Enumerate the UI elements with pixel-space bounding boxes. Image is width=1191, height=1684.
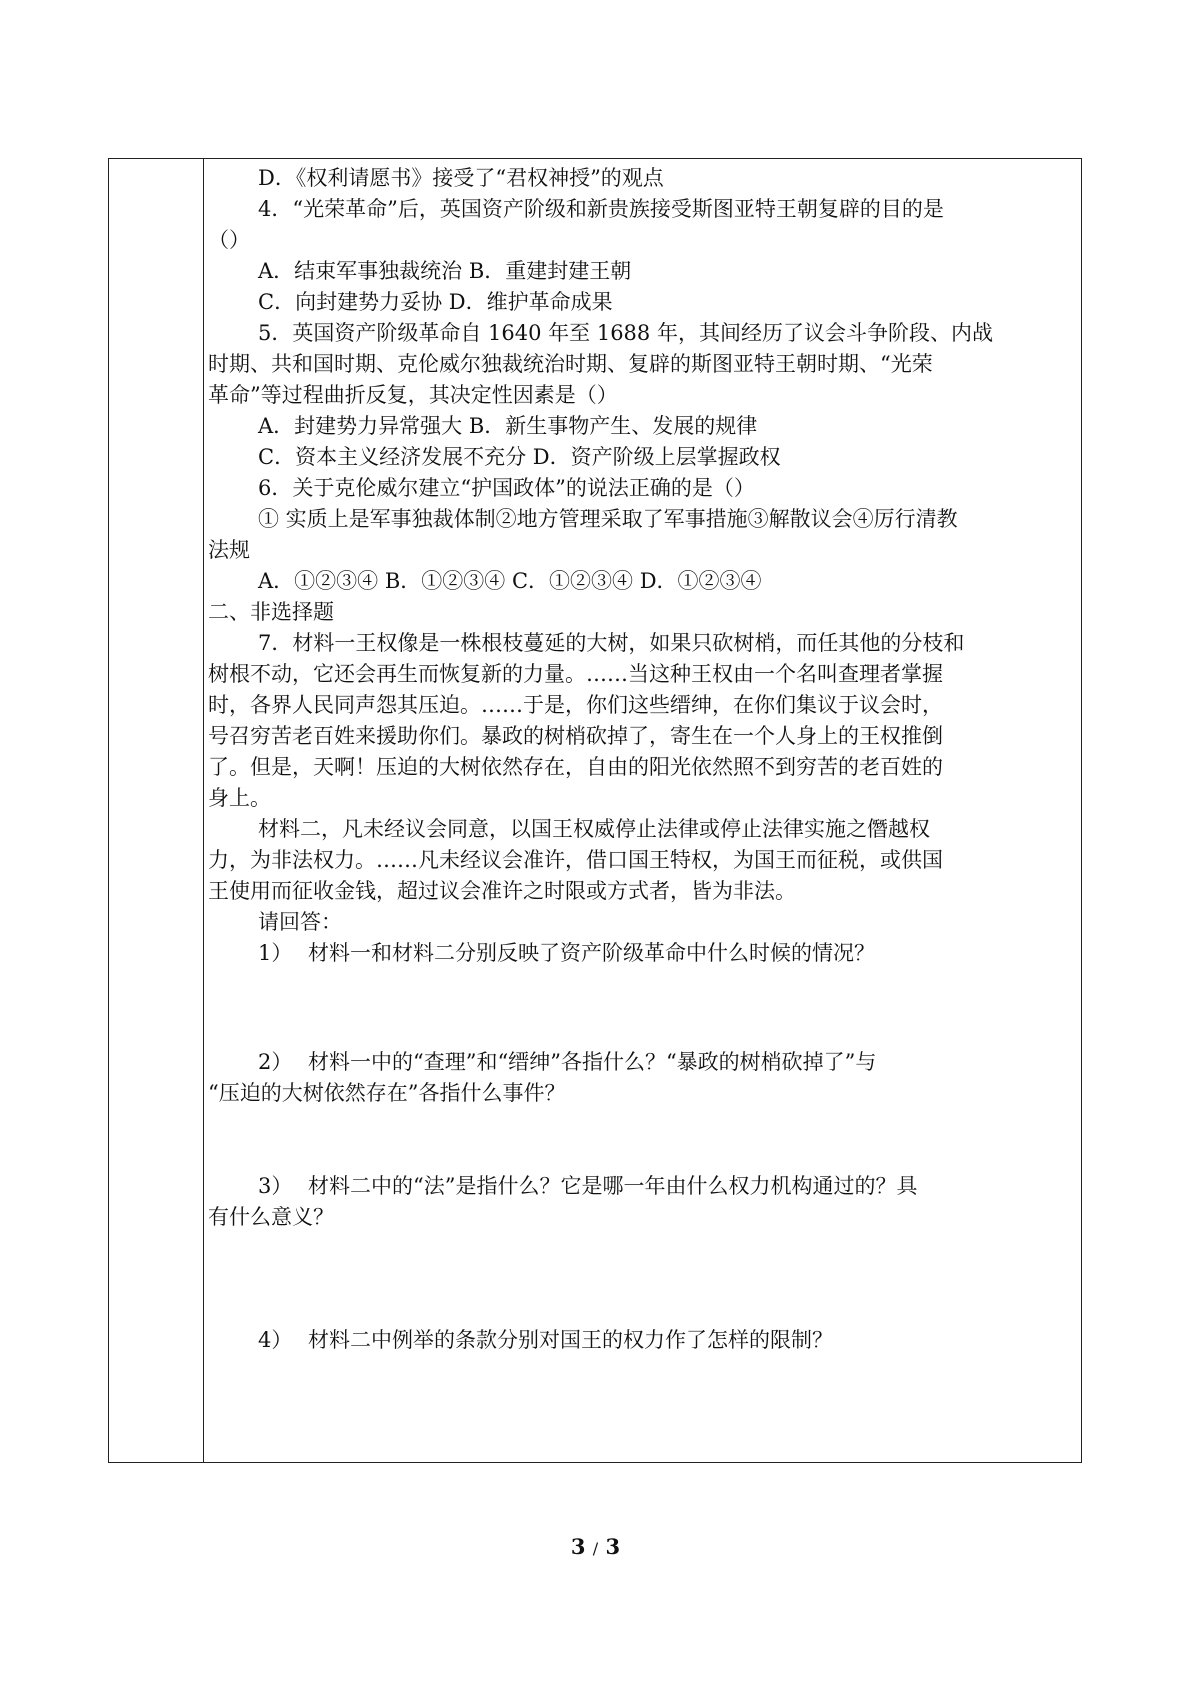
option-d-q3: D．《权利请愿书》接受了“君权神授”的观点 [258, 166, 664, 190]
sub-question-4 [258, 1325, 833, 1356]
material-one-cont3: 号召穷苦老百姓来援助你们。暴政的树梢砍掉了，寄生在一个人身上的王权推倒 [208, 724, 943, 748]
question-4: 4．“光荣革命”后，英国资产阶级和新贵族接受斯图亚特王朝复辟的目的是 [258, 197, 944, 221]
material-one: 7．材料一王权像是一株根枝蔓延的大树，如果只砍树梢，而任其他的分枝和 [258, 631, 965, 655]
sub-question-2 [258, 1047, 876, 1078]
material-two: 材料二，凡未经议会同意，以国王权威停止法律或停止法律实施之僭越权 [258, 817, 930, 841]
right-column [204, 159, 1081, 1462]
question-6-items: ① 实质上是军事独裁体制②地方管理采取了军事措施③解散议会④厉行清教 [258, 507, 958, 531]
material-one-cont1: 树根不动，它还会再生而恢复新的力量。……当这种王权由一个名叫查理者掌握 [208, 662, 943, 686]
question-4-cont: （） [208, 228, 250, 252]
question-6: 6．关于克伦威尔建立“护国政体”的说法正确的是（） [258, 476, 755, 500]
question-5-cont1: 时期、共和国时期、克伦威尔独裁统治时期、复辟的斯图亚特王朝时期、“光荣 [208, 352, 933, 376]
question-5-cont2: 革命”等过程曲折反复，其决定性因素是（） [208, 383, 618, 407]
sub-question-1 [258, 938, 875, 969]
sub-question-text: 材料一中的“查理”和“缙绅”各指什么？“暴政的树梢砍掉了”与 [308, 1050, 877, 1074]
page-separator: / [592, 1539, 599, 1558]
sub-question-3-cont: 有什么意义？ [208, 1205, 334, 1229]
sub-question-number: 2） [258, 1050, 293, 1074]
section-heading: 二、非选择题 [208, 600, 334, 624]
sub-question-text: 材料一和材料二分别反映了资产阶级革命中什么时候的情况？ [308, 941, 875, 965]
q4-options-ab: A．结束军事独裁统治 B．重建封建王朝 [258, 259, 632, 283]
material-one-cont5: 身上。 [208, 786, 271, 810]
sub-question-number: 1） [258, 941, 293, 965]
sub-question-text: 材料二中的“法”是指什么？它是哪一年由什么权力机构通过的？具 [308, 1174, 918, 1198]
q4-options-cd: C．向封建势力妥协 D．维护革命成果 [258, 290, 613, 314]
question-5: 5．英国资产阶级革命自 1640 年至 1688 年，其间经历了议会斗争阶段、内战 [258, 321, 993, 345]
sub-question-number: 3） [258, 1174, 293, 1198]
page-number [0, 1534, 1191, 1559]
sub-question-number: 4） [258, 1328, 293, 1352]
content-table [108, 158, 1082, 1463]
material-two-cont2: 王使用而征收金钱，超过议会准许之时限或方式者，皆为非法。 [208, 879, 796, 903]
question-6-items-cont: 法规 [208, 538, 250, 562]
material-one-cont4: 了。但是，天啊！压迫的大树依然存在，自由的阳光依然照不到穷苦的老百姓的 [208, 755, 943, 779]
left-column [109, 159, 204, 1462]
q6-options: A．①②③④ B．①②③④ C．①②③④ D．①②③④ [258, 569, 762, 593]
q5-options-cd: C．资本主义经济发展不充分 D．资产阶级上层掌握政权 [258, 445, 781, 469]
answer-prompt: 请回答： [258, 910, 342, 934]
material-one-cont2: 时，各界人民同声怨其压迫。……于是，你们这些缙绅，在你们集议于议会时， [208, 693, 943, 717]
total-pages: 3 [605, 1534, 621, 1559]
sub-question-2-cont: “压迫的大树依然存在”各指什么事件？ [208, 1081, 566, 1105]
q5-options-ab: A．封建势力异常强大 B．新生事物产生、发展的规律 [258, 414, 758, 438]
sub-question-text: 材料二中例举的条款分别对国王的权力作了怎样的限制？ [308, 1328, 833, 1352]
sub-question-3 [258, 1171, 917, 1202]
current-page: 3 [570, 1534, 586, 1559]
material-two-cont1: 力，为非法权力。……凡未经议会准许，借口国王特权，为国王而征税，或供国 [208, 848, 943, 872]
